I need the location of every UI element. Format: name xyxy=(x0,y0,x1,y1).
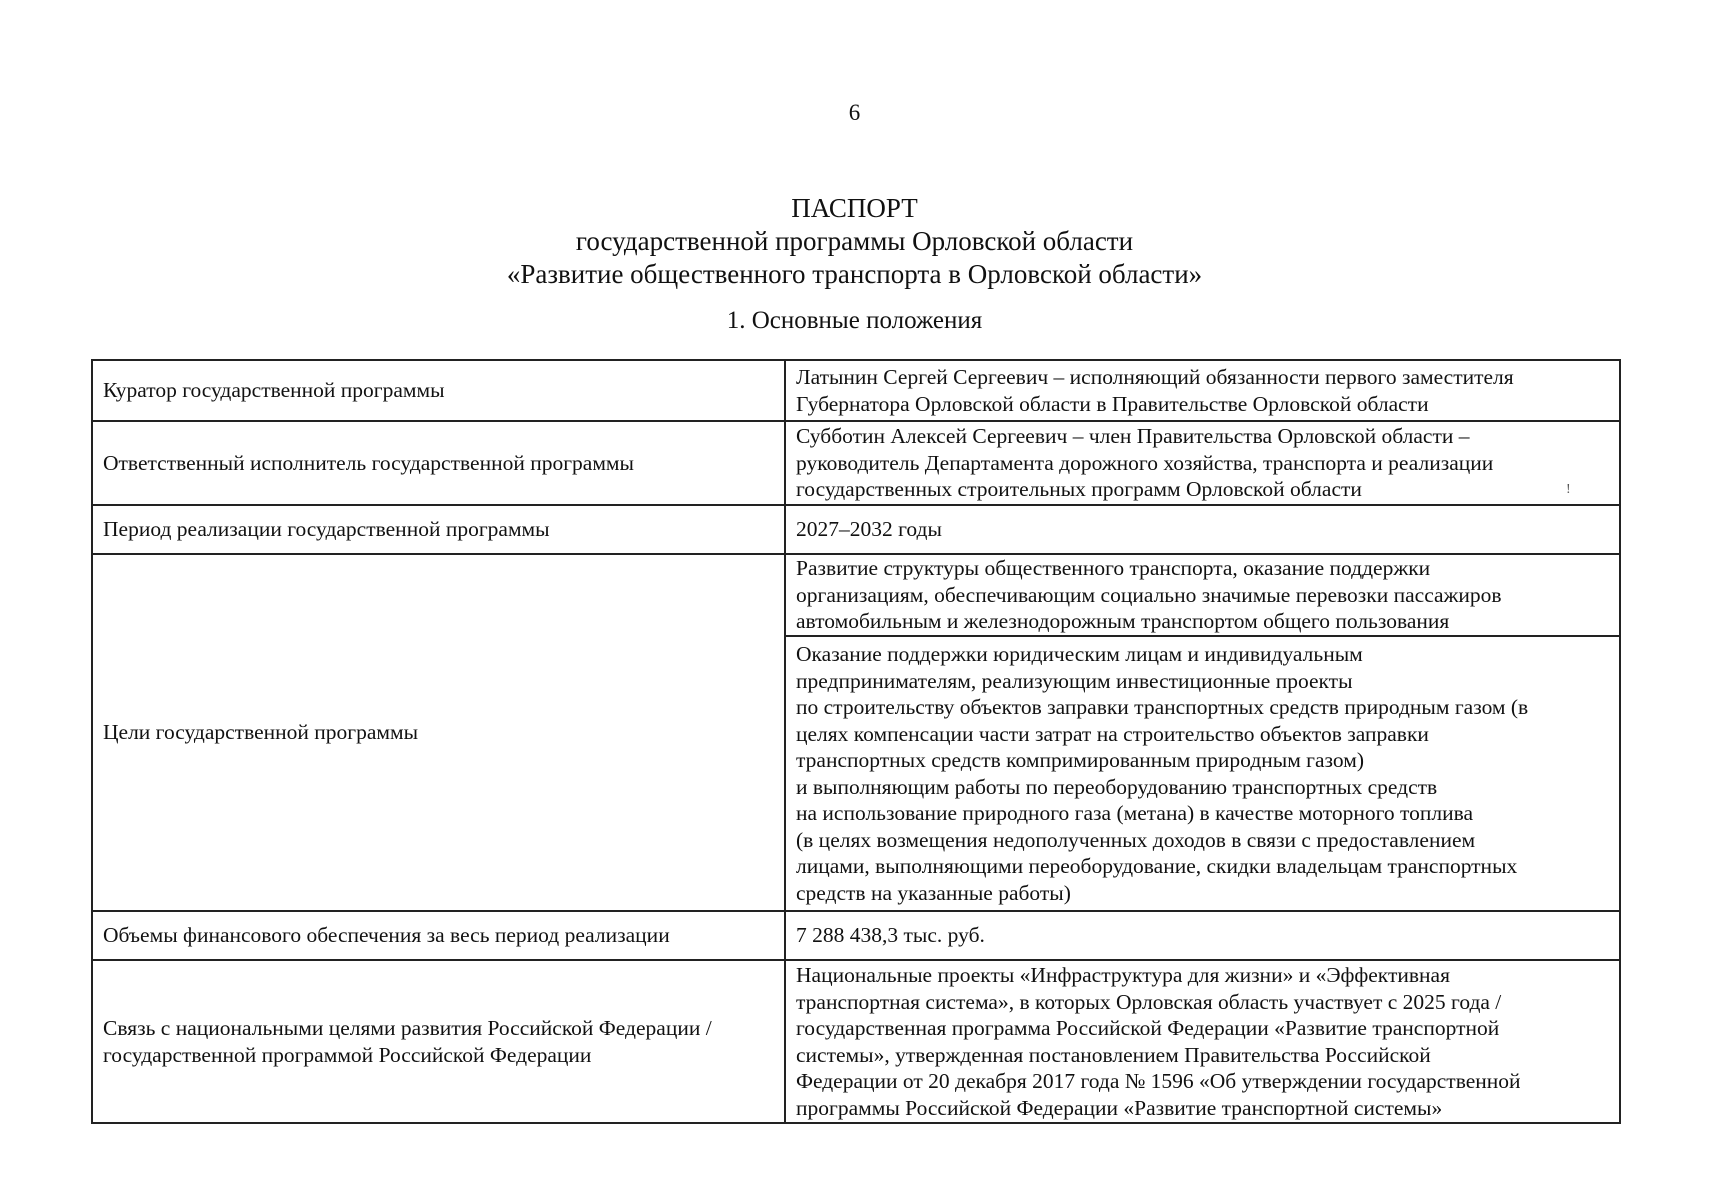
responsible-value xyxy=(785,421,1620,505)
national-value-line: системы», утвержденная постановлением Правительства Российской xyxy=(796,1042,1431,1067)
curator-value-line: Губернатора Орловской области в Правительстве Орловской области xyxy=(796,391,1429,416)
stray-scan-mark: ! xyxy=(1566,482,1571,497)
title-line-1: ПАСПОРТ xyxy=(791,193,918,223)
national-value-line: программы Российской Федерации «Развитие транспортной системы» xyxy=(796,1095,1443,1120)
goal-1-line: организациям, обеспечивающим социально значимые перевозки пассажиров xyxy=(796,582,1502,607)
national-label xyxy=(92,960,785,1123)
goal-2-value xyxy=(785,636,1620,911)
goal-2-line: на использование природного газа (метана) в качестве моторного топлива xyxy=(796,801,1474,825)
finance-label: Объемы финансового обеспечения за весь период реализации xyxy=(92,911,785,960)
goal-2-line: предпринимателям, реализующим инвестиционные проекты xyxy=(796,668,1353,693)
goal-1-line: автомобильным и железнодорожным транспортом общего пользования xyxy=(796,609,1450,634)
responsible-value-line: руководитель Департамента дорожного хозяйства, транспорта и реализации xyxy=(796,450,1494,475)
national-value-line: государственная программа Российской Федерации «Развитие транспортной xyxy=(796,1016,1500,1040)
goal-2-line: транспортных средств компримированным природным газом) xyxy=(796,748,1365,772)
table-row-responsible xyxy=(92,421,1620,505)
passport-table xyxy=(91,359,1621,1124)
goal-2-line: лицами, выполняющими переоборудование, скидки владельцам транспортных xyxy=(796,854,1518,878)
table-row-curator xyxy=(92,360,1620,421)
national-label-line: Связь с национальными целями развития Российской Федерации / xyxy=(103,1016,712,1040)
table-row-period xyxy=(92,505,1620,554)
national-value xyxy=(785,960,1620,1123)
period-label: Период реализации государственной программы xyxy=(92,505,785,554)
responsible-value-line: государственных строительных программ Орловской области xyxy=(796,477,1362,502)
title-line-2: государственной программы Орловской области xyxy=(575,226,1134,256)
curator-label: Куратор государственной программы xyxy=(92,360,785,421)
goal-2-line: и выполняющим работы по переоборудованию транспортных средств xyxy=(796,774,1438,799)
goal-1-line: Развитие структуры общественного транспорта, оказание поддержки xyxy=(796,556,1431,581)
goals-label: Цели государственной программы xyxy=(92,554,785,911)
goal-2-line: (в целях возмещения недополученных доходов в связи с предоставлением xyxy=(796,827,1476,852)
goal-2-line: Оказание поддержки юридическим лицам и индивидуальным xyxy=(796,642,1363,666)
goal-2-line: целях компенсации части затрат на строительство объектов заправки xyxy=(796,721,1429,746)
curator-value-line: Латынин Сергей Сергеевич – исполняющий обязанности первого заместителя xyxy=(796,365,1514,389)
responsible-value-line: Субботин Алексей Сергеевич – член Правительства Орловской области – xyxy=(796,424,1470,449)
finance-value: 7 288 438,3 тыс. руб. xyxy=(785,911,1620,960)
national-value-line: Национальные проекты «Инфраструктура для жизни» и «Эффективная xyxy=(796,963,1450,987)
section-heading: 1. Основные положения xyxy=(726,307,983,334)
period-value: 2027–2032 годы xyxy=(785,505,1620,554)
page-number: 6 xyxy=(848,100,861,125)
national-value-line: транспортная система», в которых Орловская область участвует с 2025 года / xyxy=(796,989,1502,1014)
national-label-line: государственной программой Российской Федерации xyxy=(103,1042,592,1067)
table-row-national xyxy=(92,960,1620,1123)
document-title xyxy=(0,192,1709,291)
table-row-goals xyxy=(92,554,1620,636)
title-line-3: «Развитие общественного транспорта в Орловской области» xyxy=(506,259,1203,289)
curator-value xyxy=(785,360,1620,421)
national-value-line: Федерации от 20 декабря 2017 года № 1596 «Об утверждении государственной xyxy=(796,1069,1521,1093)
goal-1-value xyxy=(785,554,1620,636)
goal-2-line: средств на указанные работы) xyxy=(796,880,1071,905)
goal-2-line: по строительству объектов заправки транспортных средств природным газом (в xyxy=(796,695,1529,719)
responsible-label: Ответственный исполнитель государственной программы xyxy=(92,421,785,505)
table-row-finance xyxy=(92,911,1620,960)
